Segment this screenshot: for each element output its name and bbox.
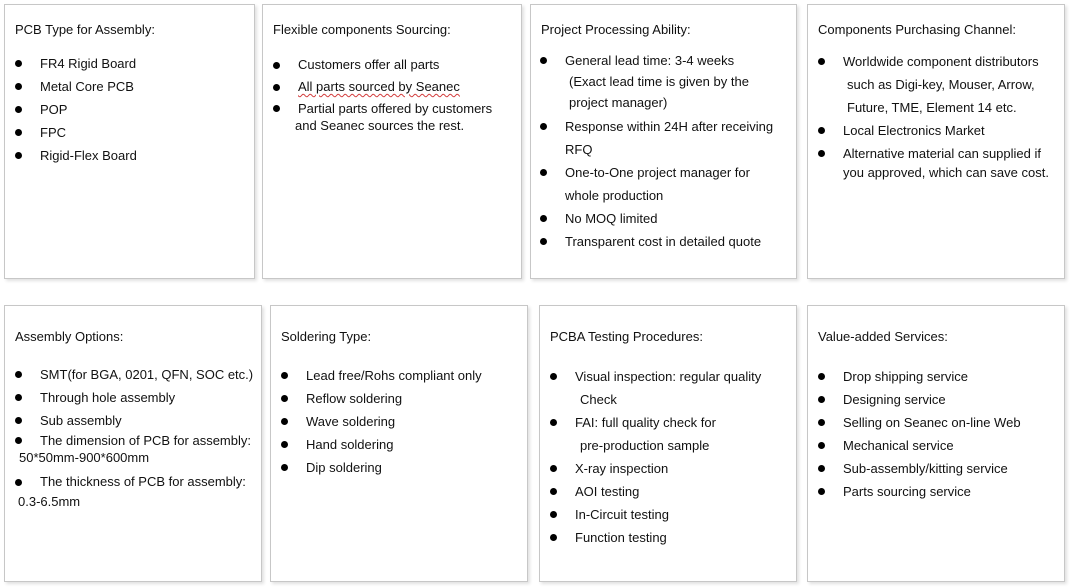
item-line: Selling on Seanec on-line Web [843,415,1021,430]
card-components-sourcing [262,4,522,279]
item-line: Reflow soldering [306,391,403,406]
item-line: Alternative material can supplied if [843,146,1041,161]
list-item [550,457,761,480]
bullet-icon [550,373,557,380]
item-line: The thickness of PCB for assembly: [40,474,246,489]
item-line: Metal Core PCB [40,79,134,94]
bullet-list [550,365,761,549]
bullet-icon [273,84,280,91]
card-pcb-type [4,4,255,279]
list-item [273,54,492,76]
bullet-icon [550,465,557,472]
bullet-icon [818,488,825,495]
item-line: FR4 Rigid Board [40,56,137,71]
item-line: 50*50mm-900*600mm [19,450,150,465]
list-item [281,456,482,479]
item-line: 0.3-6.5mm [18,494,81,509]
list-item [15,409,253,432]
card-project-processing [530,4,797,279]
card-assembly-options [4,305,262,582]
bullet-icon [15,106,22,113]
bullet-icon [540,169,547,176]
item-line: Wave soldering [306,414,396,429]
card-title: Components Purchasing Channel: [818,22,1017,37]
item-line: Sub assembly [40,413,122,428]
bullet-list [15,363,253,512]
card-title: Project Processing Ability: [541,22,691,37]
list-item [818,388,1021,411]
list-item [540,50,773,113]
item-line: such as Digi-key, Mouser, Arrow, [847,77,1035,92]
bullet-icon [550,534,557,541]
list-item [818,434,1021,457]
bullet-icon [540,238,547,245]
bullet-icon [818,58,825,65]
bullet-icon [281,372,288,379]
list-item [281,364,482,387]
item-line: X-ray inspection [575,461,669,476]
list-item [273,76,492,98]
card-testing-procedures [539,305,797,582]
list-item [818,142,1049,182]
list-item [15,75,137,98]
bullet-icon [540,123,547,130]
list-item [550,365,761,411]
item-line: Partial parts offered by customers [298,101,493,116]
item-line: Designing service [843,392,946,407]
list-item [15,144,137,167]
bullet-icon [818,150,825,157]
list-item [818,480,1021,503]
bullet-icon [818,127,825,134]
list-item [15,472,253,512]
item-line: SMT(for BGA, 0201, QFN, SOC etc.) [40,367,254,382]
list-item [818,457,1021,480]
list-item [550,526,761,549]
bullet-icon [818,396,825,403]
bullet-icon [15,417,22,424]
list-item [281,410,482,433]
bullet-icon [15,437,22,444]
list-item [550,503,761,526]
card-title: Flexible components Sourcing: [273,22,451,37]
item-line: Through hole assembly [40,390,176,405]
list-item [540,207,773,230]
bullet-icon [818,442,825,449]
bullet-icon [540,215,547,222]
list-item [15,432,253,466]
bullet-icon [540,57,547,64]
bullet-icon [15,394,22,401]
item-line: Rigid-Flex Board [40,148,137,163]
bullet-icon [273,62,280,69]
item-line: The dimension of PCB for assembly: [40,433,251,448]
list-item [15,98,137,121]
bullet-icon [15,479,22,486]
item-line: Sub-assembly/kitting service [843,461,1008,476]
bullet-list [818,365,1021,503]
item-line: RFQ [565,142,593,157]
item-line: pre-production sample [580,438,710,453]
item-line: (Exact lead time is given by the [569,74,749,89]
card-soldering-type [270,305,528,582]
list-item [281,433,482,456]
item-line: Response within 24H after receiving [565,119,774,134]
list-item [540,161,773,207]
item-line: Local Electronics Market [843,123,985,138]
item-line: AOI testing [575,484,640,499]
list-item [818,50,1049,119]
item-line: General lead time: 3-4 weeks [565,53,735,68]
bullet-icon [281,464,288,471]
item-line: and Seanec sources the rest. [295,118,465,133]
item-line: Function testing [575,530,667,545]
item-line: No MOQ limited [565,211,658,226]
item-line: In-Circuit testing [575,507,669,522]
bullet-icon [818,419,825,426]
item-line: POP [40,102,68,117]
bullet-list [818,50,1049,182]
bullet-icon [15,60,22,67]
list-item [540,230,773,253]
bullet-icon [550,488,557,495]
card-title: PCBA Testing Procedures: [550,329,703,344]
list-item [550,480,761,503]
list-item [818,119,1049,142]
list-item [15,52,137,75]
bullet-icon [281,441,288,448]
list-item [818,365,1021,388]
item-line: Worldwide component distributors [843,54,1039,69]
item-line: FAI: full quality check for [575,415,716,430]
bullet-icon [15,152,22,159]
bullet-icon [550,419,557,426]
card-purchasing-channel [807,4,1065,279]
item-line: FPC [40,125,66,140]
item-line: Parts sourcing service [843,484,971,499]
item-line: Check [580,392,617,407]
bullet-icon [550,511,557,518]
item-line: Dip soldering [306,460,382,475]
card-title: Value-added Services: [818,329,948,344]
item-line: project manager) [569,95,668,110]
item-line: you approved, which can save cost. [843,165,1049,180]
item-line: Customers offer all parts [298,57,440,72]
item-line: Visual inspection: regular quality [575,369,762,384]
list-item [540,115,773,161]
list-item [273,98,492,134]
item-line: whole production [565,188,664,203]
bullet-icon [818,373,825,380]
item-line: Lead free/Rohs compliant only [306,368,482,383]
list-item [15,363,253,386]
bullet-icon [281,418,288,425]
item-line: Mechanical service [843,438,954,453]
bullet-icon [15,129,22,136]
bullet-list [540,50,773,253]
card-value-added-services [807,305,1065,582]
list-item [550,411,761,457]
bullet-icon [15,83,22,90]
list-item [818,411,1021,434]
bullet-icon [281,395,288,402]
card-title: Assembly Options: [15,329,124,344]
card-title: PCB Type for Assembly: [15,22,155,37]
item-line: Hand soldering [306,437,394,452]
list-item [15,121,137,144]
item-line: Future, TME, Element 14 etc. [847,100,1017,115]
card-title: Soldering Type: [281,329,372,344]
bullet-icon [818,465,825,472]
bullet-list [273,54,492,134]
bullet-icon [15,371,22,378]
list-item [15,386,253,409]
item-line: Drop shipping service [843,369,969,384]
bullet-list [281,364,482,479]
list-item [281,387,482,410]
item-line: Transparent cost in detailed quote [565,234,762,249]
item-line: All parts sourced by Seanec [298,79,460,94]
bullet-list [15,52,137,167]
bullet-icon [273,105,280,112]
item-line: One-to-One project manager for [565,165,750,180]
